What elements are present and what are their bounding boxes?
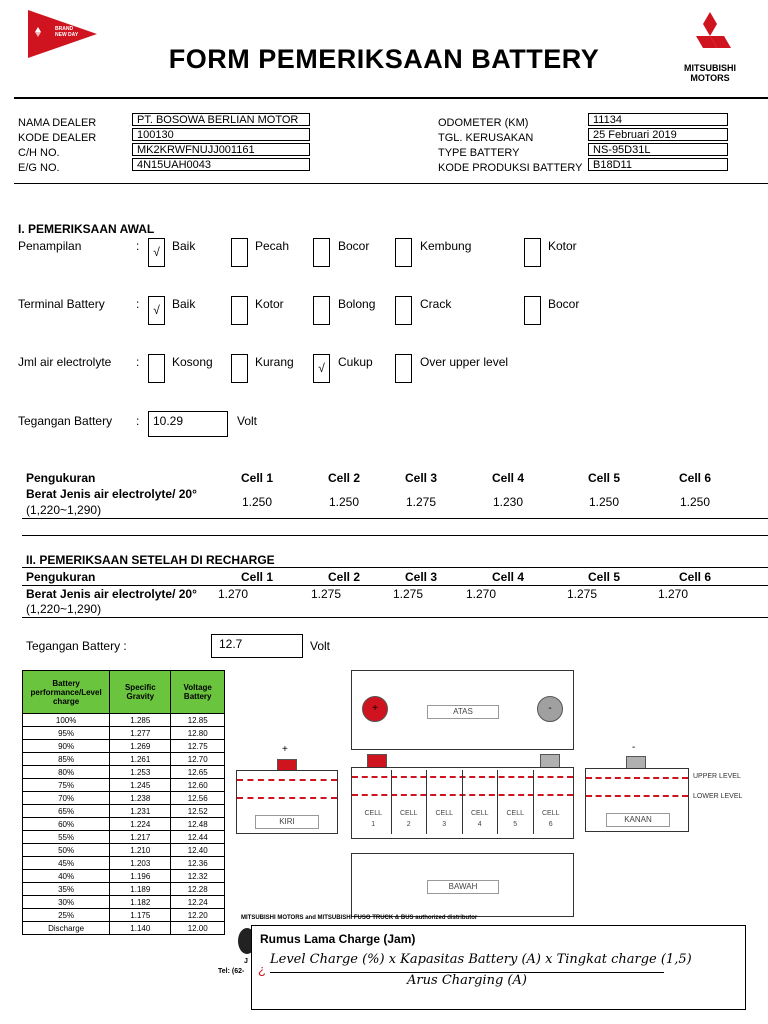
option-label: Pecah <box>255 239 290 253</box>
footer-j-text: J <box>244 958 248 965</box>
table-row <box>23 818 225 831</box>
atas-label: ATAS <box>427 705 499 719</box>
info-label: ODOMETER (KM) <box>438 117 529 129</box>
penampilan-label: Penampilan <box>18 239 82 253</box>
table-row <box>23 844 225 857</box>
table-row <box>23 740 225 753</box>
checkbox-kotor[interactable] <box>524 238 541 267</box>
battery-cell <box>498 770 534 834</box>
info-value: 4N15UAH0043 <box>132 158 310 171</box>
colon: : <box>136 297 140 311</box>
range-label: (1,220~1,290) <box>26 503 102 517</box>
option-label: Baik <box>172 239 196 253</box>
table-cell: 1.196 <box>110 870 171 883</box>
table-row <box>23 883 225 896</box>
kiri-label: KIRI <box>255 815 319 829</box>
mitsubishi-text: MITSUBISHI <box>683 63 736 73</box>
header-rule <box>14 97 768 99</box>
table-cell: 12.20 <box>171 909 225 922</box>
cell-header: Cell 2 <box>327 570 360 584</box>
table-cell: 1.238 <box>110 792 171 805</box>
colon: : <box>136 355 140 369</box>
section1-rule <box>22 518 768 519</box>
cell-value: 1.250 <box>679 495 711 509</box>
cell-value: 1.275 <box>405 495 437 509</box>
front-minus-terminal-icon <box>540 754 560 768</box>
table-cell: 45% <box>23 857 110 870</box>
formula-denominator: Arus Charging (A) <box>407 973 527 988</box>
info-value: 100130 <box>132 128 310 141</box>
table-row <box>23 779 225 792</box>
info-label: KODE PRODUKSI BATTERY <box>438 162 583 174</box>
page-title: FORM PEMERIKSAAN BATTERY <box>168 44 600 74</box>
table-cell: 12.85 <box>171 714 225 727</box>
formula-box <box>251 925 746 1010</box>
table-cell: 55% <box>23 831 110 844</box>
tegangan2-label: Tegangan Battery : <box>26 639 127 653</box>
info-label: KODE DEALER <box>18 132 97 144</box>
kiri-plus-sign: + <box>282 744 288 755</box>
kanan-label: KANAN <box>606 813 670 827</box>
mitsubishi-logo <box>678 12 742 86</box>
colon: : <box>136 414 140 428</box>
table-cell: 60% <box>23 818 110 831</box>
cell-value: 1.250 <box>328 495 360 509</box>
battery-cell <box>427 770 463 834</box>
colon: : <box>136 239 140 253</box>
cell-word: CELL <box>541 810 560 817</box>
option-label: Kurang <box>255 355 294 369</box>
table-cell: 1.189 <box>110 883 171 896</box>
cells-row <box>356 770 568 834</box>
terminal-label: Terminal Battery <box>18 297 105 311</box>
info-value: NS-95D31L <box>588 143 728 156</box>
table-row <box>23 870 225 883</box>
option-label: Crack <box>420 297 452 311</box>
cell-header: Cell 4 <box>491 471 524 485</box>
pengukuran-label: Pengukuran <box>26 570 96 584</box>
checkbox-cukup[interactable]: √ <box>313 354 330 383</box>
section1-title: I. PEMERIKSAAN AWAL <box>18 222 155 236</box>
table-cell: 1.175 <box>110 909 171 922</box>
formula-numerator: Level Charge (%) x Kapasitas Battery (A) x Tingkat charge (1,5) <box>270 952 692 967</box>
checkbox-terminal-bolong[interactable] <box>313 296 330 325</box>
footer-tel: Tel: (62- <box>218 968 245 975</box>
lower-level-line <box>237 797 337 799</box>
pengukuran-label: Pengukuran <box>26 471 96 485</box>
tegangan-value[interactable]: 10.29 <box>148 411 228 437</box>
info-label: TYPE BATTERY <box>438 147 520 159</box>
table-cell: 12.80 <box>171 727 225 740</box>
cell-value: 1.270 <box>657 587 689 601</box>
table-cell: 1.217 <box>110 831 171 844</box>
berat-label: Berat Jenis air electrolyte/ 20° <box>26 487 197 501</box>
cell-header: Cell 3 <box>404 471 437 485</box>
table-cell: 70% <box>23 792 110 805</box>
table-cell: 80% <box>23 766 110 779</box>
section2-title: II. PEMERIKSAAN SETELAH DI RECHARGE <box>26 553 275 567</box>
battery-cell <box>534 770 569 834</box>
table-cell: 12.56 <box>171 792 225 805</box>
front-plus-terminal-icon <box>367 754 387 768</box>
cell-value: 1.250 <box>588 495 620 509</box>
brand-new-day-text: BRAND NEW DAY <box>55 26 79 38</box>
formula-title: Rumus Lama Charge (Jam) <box>260 932 416 946</box>
battery-cell <box>463 770 499 834</box>
table-cell: 12.48 <box>171 818 225 831</box>
cell-word: CELL <box>364 810 382 817</box>
table-row <box>23 831 225 844</box>
lower-level-label: LOWER LEVEL <box>693 793 743 800</box>
table-cell: Discharge <box>23 922 110 935</box>
info-label: TGL. KERUSAKAN <box>438 132 534 144</box>
upper-level-line <box>237 779 337 781</box>
tegangan2-unit: Volt <box>310 639 331 653</box>
info-value: B18D11 <box>588 158 728 171</box>
option-label: Baik <box>172 297 196 311</box>
table-row <box>23 792 225 805</box>
table-row <box>23 727 225 740</box>
checkbox-kosong[interactable] <box>148 354 165 383</box>
table-header: Specific Gravity <box>110 671 171 714</box>
table-cell: 25% <box>23 909 110 922</box>
section2-mid-rule <box>22 585 768 586</box>
checkbox-terminal-kotor[interactable] <box>231 296 248 325</box>
table-cell: 12.28 <box>171 883 225 896</box>
table-cell: 35% <box>23 883 110 896</box>
table-row <box>23 857 225 870</box>
cell-value: 1.250 <box>241 495 273 509</box>
mitsubishi-diamonds-icon <box>685 12 735 58</box>
battery-cell <box>356 770 392 834</box>
lower-level-line <box>586 795 688 797</box>
table-cell: 1.245 <box>110 779 171 792</box>
checkbox-bocor[interactable] <box>313 238 330 267</box>
table-cell: 65% <box>23 805 110 818</box>
cell-value: 1.275 <box>566 587 598 601</box>
info-value: PT. BOSOWA BERLIAN MOTOR <box>132 113 310 126</box>
checkbox-kurang[interactable] <box>231 354 248 383</box>
table-row <box>23 909 225 922</box>
table-cell: 1.224 <box>110 818 171 831</box>
cell-number: 2 <box>406 821 411 828</box>
battery-bawah-view <box>351 853 574 917</box>
cell-header: Cell 1 <box>240 471 273 485</box>
cell-word: CELL <box>435 810 453 817</box>
info-right <box>438 113 738 173</box>
cell-header: Cell 5 <box>587 471 620 485</box>
cell-number: 3 <box>442 821 447 828</box>
table-cell: 50% <box>23 844 110 857</box>
cell-value: 1.230 <box>492 495 524 509</box>
cell-value: 1.270 <box>217 587 249 601</box>
section2-bottom-rule <box>22 617 768 618</box>
table-cell: 85% <box>23 753 110 766</box>
table-cell: 90% <box>23 740 110 753</box>
range-label: (1,220~1,290) <box>26 602 102 616</box>
formula-prefix: ¿ <box>258 962 266 977</box>
table-header: Battery performance/Level charge <box>23 671 110 714</box>
checkbox-terminal-crack[interactable] <box>395 296 412 325</box>
upper-level-label: UPPER LEVEL <box>693 773 741 780</box>
table-cell: 12.44 <box>171 831 225 844</box>
performance-table <box>22 670 225 935</box>
info-left <box>18 113 308 173</box>
tegangan2-value[interactable]: 12.7 <box>211 634 303 658</box>
kanan-minus-sign: - <box>632 742 636 753</box>
table-cell: 12.24 <box>171 896 225 909</box>
table-cell: 1.203 <box>110 857 171 870</box>
option-label: Kotor <box>255 297 284 311</box>
option-label: Kembung <box>420 239 472 253</box>
table-cell: 1.210 <box>110 844 171 857</box>
info-label: E/G NO. <box>18 162 60 174</box>
checkbox-terminal-bocor[interactable] <box>524 296 541 325</box>
cell-header: Cell 1 <box>240 570 273 584</box>
option-label: Bocor <box>338 239 370 253</box>
table-row <box>23 714 225 727</box>
cell-number: 4 <box>477 821 482 828</box>
checkbox-over-upper[interactable] <box>395 354 412 383</box>
checkbox-pecah[interactable] <box>231 238 248 267</box>
berat-label: Berat Jenis air electrolyte/ 20° <box>26 587 197 601</box>
table-cell: 12.75 <box>171 740 225 753</box>
table-cell: 1.140 <box>110 922 171 935</box>
distributor-text: MITSUBISHI MOTORS and MITSUBISHI FUSO TRUCK & BUS authorized distributor <box>241 915 478 921</box>
info-label: C/H NO. <box>18 147 60 159</box>
checkbox-kembung[interactable] <box>395 238 412 267</box>
table-cell: 12.52 <box>171 805 225 818</box>
cell-word: CELL <box>470 810 489 817</box>
table-cell: 1.269 <box>110 740 171 753</box>
cell-value: 1.275 <box>392 587 424 601</box>
table-cell: 95% <box>23 727 110 740</box>
table-header: Voltage Battery <box>171 671 225 714</box>
table-cell: 100% <box>23 714 110 727</box>
table-row <box>23 896 225 909</box>
battery-cell <box>392 770 428 834</box>
table-row <box>23 805 225 818</box>
bawah-label: BAWAH <box>427 880 499 894</box>
table-cell: 12.60 <box>171 779 225 792</box>
table-cell: 75% <box>23 779 110 792</box>
upper-level-line <box>586 777 688 779</box>
electrolyte-label: Jml air electrolyte <box>18 355 112 369</box>
option-label: Bolong <box>338 297 376 311</box>
tegangan-label: Tegangan Battery <box>18 414 113 428</box>
table-cell: 1.231 <box>110 805 171 818</box>
info-label: NAMA DEALER <box>18 117 97 129</box>
battery-front-view <box>351 767 574 839</box>
cell-header: Cell 3 <box>404 570 437 584</box>
table-cell: 30% <box>23 896 110 909</box>
cell-header: Cell 4 <box>491 570 524 584</box>
cell-value: 1.270 <box>465 587 497 601</box>
motors-text: MOTORS <box>690 73 730 83</box>
battery-kanan-view <box>585 768 689 832</box>
battery-top-view <box>351 670 574 750</box>
cell-number: 1 <box>371 821 376 828</box>
table-cell: 12.70 <box>171 753 225 766</box>
positive-terminal-icon: + <box>362 696 388 722</box>
option-label: Cukup <box>338 355 373 369</box>
table-cell: 1.182 <box>110 896 171 909</box>
tegangan-unit: Volt <box>237 414 258 428</box>
section2-top-rule <box>22 567 768 568</box>
option-label: Bocor <box>548 297 580 311</box>
option-label: Kosong <box>172 355 213 369</box>
table-cell: 40% <box>23 870 110 883</box>
table-cell: 1.277 <box>110 727 171 740</box>
table-cell: 12.00 <box>171 922 225 935</box>
table-row <box>23 766 225 779</box>
cell-value: 1.275 <box>310 587 342 601</box>
checkbox-baik[interactable]: √ <box>148 238 165 267</box>
option-label: Kotor <box>548 239 577 253</box>
table-row <box>23 922 225 935</box>
info-rule <box>14 183 768 184</box>
divider-rule <box>22 535 768 536</box>
table-cell: 1.253 <box>110 766 171 779</box>
cell-number: 5 <box>513 821 518 828</box>
checkbox-terminal-baik[interactable]: √ <box>148 296 165 325</box>
table-cell: 12.40 <box>171 844 225 857</box>
table-cell: 12.65 <box>171 766 225 779</box>
cell-header: Cell 6 <box>678 570 711 584</box>
option-label: Over upper level <box>420 355 509 369</box>
table-cell: 12.32 <box>171 870 225 883</box>
info-value: 11134 <box>588 113 728 126</box>
info-value: MK2KRWFNUJJ001161 <box>132 143 310 156</box>
cell-number: 6 <box>548 821 553 828</box>
cell-header: Cell 5 <box>587 570 620 584</box>
battery-kiri-view <box>236 770 338 834</box>
table-cell: 1.285 <box>110 714 171 727</box>
cell-header: Cell 6 <box>678 471 711 485</box>
cell-header: Cell 2 <box>327 471 360 485</box>
info-value: 25 Februari 2019 <box>588 128 728 141</box>
negative-terminal-icon: - <box>537 696 563 722</box>
cell-word: CELL <box>506 810 524 817</box>
table-cell: 12.36 <box>171 857 225 870</box>
table-cell: 1.261 <box>110 753 171 766</box>
table-row <box>23 753 225 766</box>
cell-word: CELL <box>399 810 418 817</box>
